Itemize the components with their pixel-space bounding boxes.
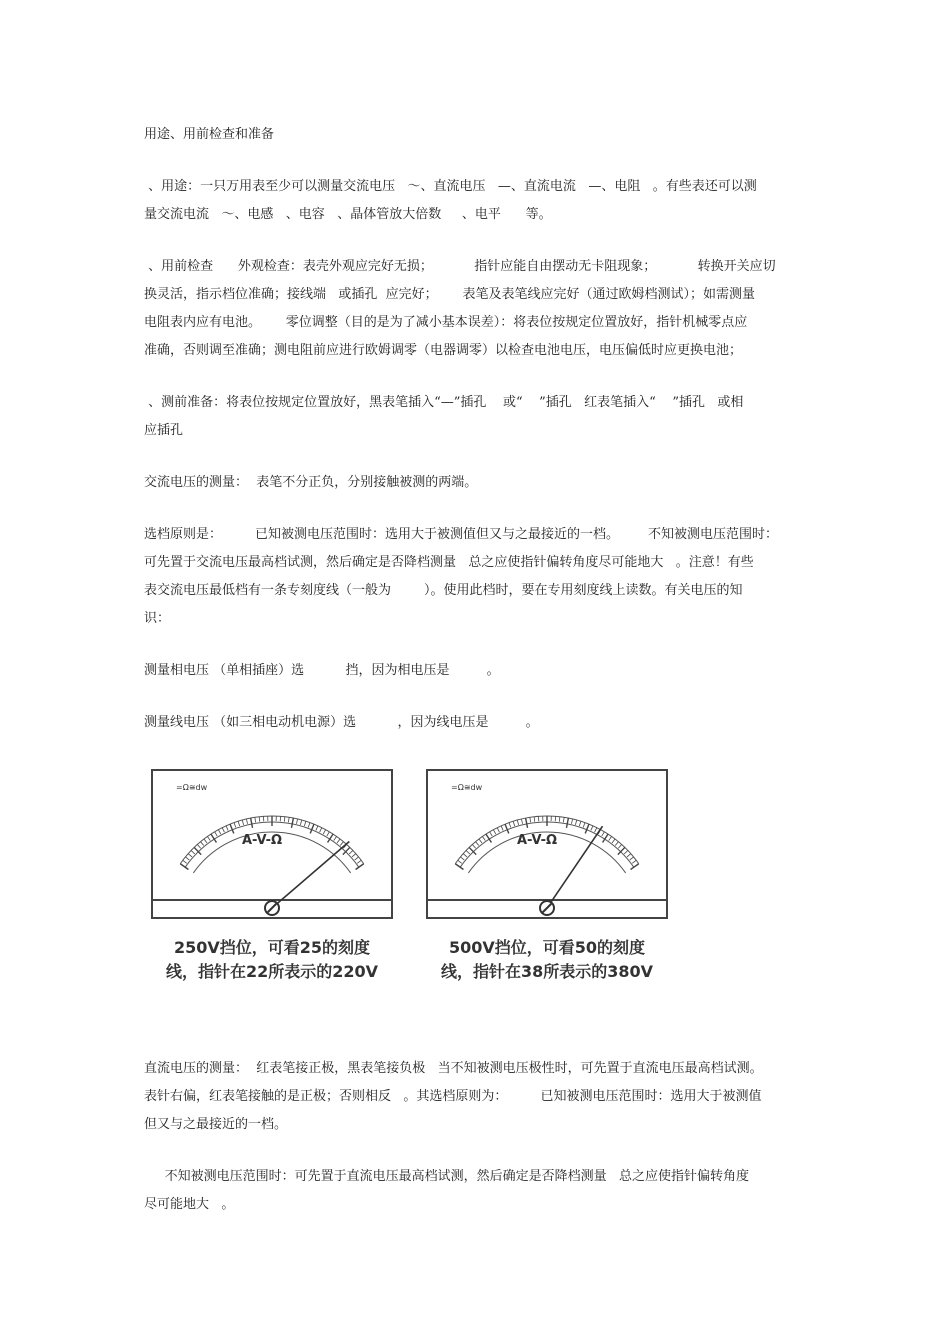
paragraph-3-line-1: 、用前检查 外观检查：表壳外观应完好无损； 指针应能自由摆动无卡阻现象； 转换开关应切 <box>144 259 776 274</box>
scale-tick <box>284 817 285 822</box>
meter-caption-line-1: 500V挡位，可看50的刻度 <box>448 938 646 957</box>
meter-dial-500v <box>425 768 669 922</box>
meter-caption-line-2: 线，指针在22所表示的220V <box>165 962 379 981</box>
paragraph-2-line-1: 、用途：一只万用表至少可以测量交流电压 ～、直流电压 —、直流电流 —、电阻 。有些表还可以测 <box>144 179 757 194</box>
scale-tick <box>559 817 560 822</box>
meter-caption-line-2: 线，指针在38所表示的380V <box>440 962 654 981</box>
paragraph-9-line-1: 直流电压的测量： 红表笔接正极，黑表笔接负极 当不知被测电压极性时，可先置于直流电压最高档试测。 <box>144 1061 763 1076</box>
dial-label: A-V-Ω <box>517 833 558 848</box>
meter-figure-500v <box>425 768 669 988</box>
paragraph-6-line-4: 识： <box>144 611 171 626</box>
paragraph-3-line-3: 电阻表内应有电池。 零位调整（目的是为了减小基本误差）：将表位按规定位置放好，指针机械零点应 <box>144 315 748 330</box>
paragraph-9-line-2: 表针右偏，红表笔接触的是正极；否则相反 。其选档原则为： 已知被测电压范围时：选用大于被测值 <box>144 1089 762 1104</box>
scale-tick <box>534 817 535 822</box>
scale-tick <box>259 817 260 822</box>
meter-caption-line-1: 250V挡位，可看25的刻度 <box>173 938 371 957</box>
scale-label: =Ω≅dw <box>176 783 208 792</box>
paragraph-6-line-3: 表交流电压最低档有一条专刻度线（一般为 ）。使用此档时，要在专用刻度线上读数。有关电压的知 <box>144 583 743 598</box>
paragraph-4-line-2: 应插孔 <box>144 423 184 438</box>
paragraph-4-line-1: 、测前准备：将表位按规定位置放好，黑表笔插入“—”插孔 或“ ”插孔 红表笔插入“ ”插孔 或相 <box>144 395 744 410</box>
paragraph-1-line-1: 用途、用前检查和准备 <box>144 127 275 142</box>
paragraph-2-line-2: 量交流电流 ～、电感 、电容 、晶体管放大倍数 、电平 等。 <box>144 207 552 222</box>
paragraph-5-line-1: 交流电压的测量： 表笔不分正负，分别接触被测的两端。 <box>144 475 478 490</box>
paragraph-10-line-1: 不知被测电压范围时：可先置于直流电压最高档试测，然后确定是否降档测量 总之应使指针偏转角度 <box>144 1169 750 1184</box>
paragraph-10-line-2: 尽可能地大 。 <box>144 1197 235 1212</box>
paragraph-8-line-1: 测量线电压 （如三相电动机电源）选 ，因为线电压是 。 <box>144 715 539 730</box>
meter-figures <box>150 768 672 988</box>
paragraph-7-line-1: 测量相电压 （单相插座）选 挡，因为相电压是 。 <box>144 663 500 678</box>
paragraph-3-line-4: 准确，否则调至准确；测电阻前应进行欧姆调零（电器调零）以检查电池电压，电压偏低时应更换电池； <box>144 343 743 358</box>
paragraph-9-line-3: 但又与之最接近的一档。 <box>144 1117 288 1132</box>
dial-label: A-V-Ω <box>242 833 283 848</box>
paragraph-6-line-1: 选档原则是： 已知被测电压范围时：选用大于被测值但又与之最接近的一档。 不知被测电压范围时： <box>144 527 778 542</box>
paragraph-3-line-2: 换灵活，指示档位准确；接线端 或插孔 应完好； 表笔及表笔线应完好（通过欧姆档测试）；如需测量 <box>144 287 755 302</box>
paragraph-6-line-2: 可先置于交流电压最高档试测，然后确定是否降档测量 总之应使指针偏转角度尽可能地大 。注意！有些 <box>144 555 754 570</box>
scale-label: =Ω≅dw <box>451 783 483 792</box>
meter-dial-250v <box>150 768 394 922</box>
meter-figure-250v <box>150 768 394 988</box>
